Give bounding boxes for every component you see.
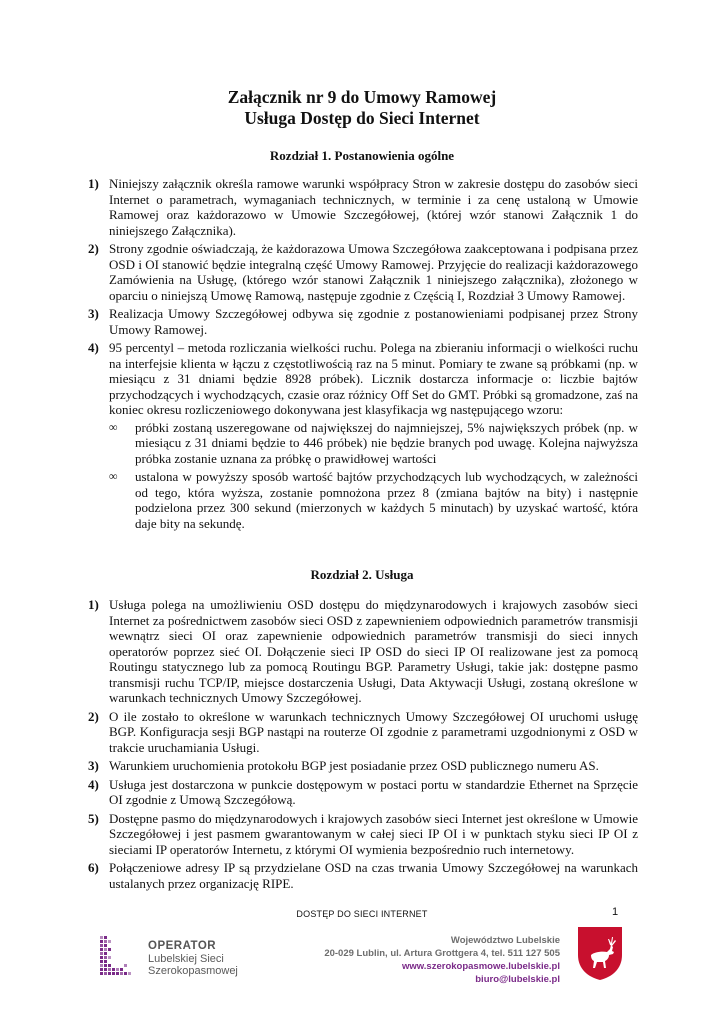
item-text: 95 percentyl – metoda rozliczania wielkości ruchu. Polega na zbieraniu informacji o wielkości ruchu na interfejsie klienta w łączu z częstotliwością raz na 5 minut. Pomiary te zwane są próbkami (np. w miesiącu z 31 dniami będzie 8928 próbek). Licznik dostarcza informacje o: liczbie bajtów przychodzących i wychodzących, czasie oraz różnicy Off Set do GMT. Próbki są gromadzone, zaś na koniec okresu rozliczeniowego dokonywana jest klasyfikacja wg następującego wzoru: (109, 340, 638, 417)
contact-website-link[interactable]: www.szerokopasmowe.lubelskie.pl (401, 961, 560, 972)
operator-logo-text (148, 940, 238, 977)
chapter-1-heading: Rozdział 1. Postanowienia ogólne (269, 148, 455, 163)
list-item (88, 860, 638, 891)
bullet-text: ustalona w powyższy sposób wartość bajtów przychodzących lub wychodzących, w zależności od tego, która wyższa, zostanie pomnożona przez 8 (zmiana bajtów na bity) i następnie podzielona przez 300 sekund (mierzonych w każdych 5 minutach) by uzyskać wartość, która daje bity na sekundę. (135, 469, 638, 531)
list-item (88, 811, 638, 858)
chapter-2-heading: Rozdział 2. Usługa (310, 567, 414, 582)
bullet-item (109, 420, 638, 467)
logo-line-3: Szerokopasmowej (148, 965, 238, 977)
item-number: 2) (88, 708, 99, 724)
item-text: O ile zostało to określone w warunkach technicznych Umowy Szczegółowej OI uruchomi usługę BGP. Konfiguracja sesji BGP nastąpi na routerze OI zgodnie z parametrami uzgodnionymi z OSD w trakcie uruchamiania Usługi. (109, 708, 638, 755)
item-text: Niniejszy załącznik określa ramowe warunki współpracy Stron w zakresie dostępu do zasobów sieci Internet o parametrach, wymaganiach technicznych, w terminie i za cenę ustaloną w Umowie Ramowej oraz każdorazowo w Umowie Szczegółowej, (której wzór stanowi Załącznik 1 do niniejszego Załącznika). (109, 176, 638, 238)
item-number: 1) (88, 597, 99, 612)
operator-logo-icon (98, 934, 138, 978)
infinity-bullet-icon: ∞ (109, 469, 118, 483)
bullet-text: próbki zostaną uszeregowane od największej do najmniejszej, 5% największych próbek (np. w miesiącu z 31 dniami będzie to 446 próbek) nie będzie branych pod uwagę. Kolejna najwyższa próbka zostanie uznana za próbkę o prawidłowej wartości (135, 419, 638, 466)
item-text: Realizacja Umowy Szczegółowej odbywa się zgodnie z postanowieniami podpisanej przez Strony Umowy Ramowej. (109, 306, 638, 337)
contact-email-link[interactable]: biuro@lubelskie.pl (475, 974, 560, 985)
chapter-2-list (88, 597, 638, 894)
item-number: 3) (88, 758, 99, 773)
document-subtitle: Usługa Dostęp do Sieci Internet (244, 108, 480, 128)
footer-label: DOSTĘP DO SIECI INTERNET (296, 909, 428, 919)
item-text: Warunkiem uruchomienia protokołu BGP jest posiadanie przez OSD publicznego numeru AS. (109, 758, 599, 773)
item-number: 3) (88, 306, 99, 321)
item-number: 6) (88, 860, 99, 875)
contact-address: 20-029 Lublin, ul. Artura Grottgera 4, tel. 511 127 505 (324, 948, 560, 959)
logo-line-1: OPERATOR (148, 940, 217, 952)
list-item (88, 306, 638, 337)
page-number: 1 (612, 906, 619, 918)
item-number: 1) (88, 176, 99, 191)
item-text: Usługa polega na umożliwieniu OSD dostępu do międzynarodowych i krajowych zasobów sieci Internet za pośrednictwem zasobów sieci OSD z zapewnieniem odpowiednich parametrów transmisji wewnątrz sieci OI oraz zapewnienie odpowiednich parametrów transmisji do sieci innych operatorów poprzez sieć OI. Dołączenie sieci IP OSD do sieci IP OI realizowane jest za pomocą Routingu statycznego lub za pomocą Routingu BGP. Parametry Usługi, takie jak: dostępne pasmo transmisji ruchu TCP/IP, miejsce dostarczenia Usługi, Data Aktywacji Usługi, zostaną określone w warunkach technicznych Umowy Szczegółowej. (109, 597, 638, 705)
bullet-list (109, 420, 638, 532)
list-item (88, 340, 638, 531)
contact-block (324, 934, 560, 986)
infinity-bullet-icon: ∞ (109, 419, 118, 434)
list-item (88, 241, 638, 303)
item-text: Połączeniowe adresy IP są przydzielane OSD na czas trwania Umowy Szczegółowej na warunkach ustalanych przez organizację RIPE. (109, 860, 638, 891)
contact-organization: Województwo Lubelskie (450, 935, 560, 946)
item-number: 4) (88, 340, 99, 355)
list-item (88, 709, 638, 756)
item-text: Dostępne pasmo do międzynarodowych i krajowych zasobów sieci Internet jest określone w Umowie Szczegółowej i jest pasmem gwarantowanym w całej sieci IP OI i w punktach styku sieci IP OI z sieciami IP operatorów Internetu, z którymi OI wymienia bezpośrednio ruch internetowy. (109, 810, 638, 857)
bullet-item (109, 469, 638, 531)
item-text: Usługa jest dostarczona w punkcie dostępowym w postaci portu w standardzie Ethernet na Sprzęcie OI zgodnie z Umową Szczegółową. (109, 776, 638, 807)
list-item (88, 597, 638, 706)
item-number: 2) (88, 241, 99, 256)
item-number: 5) (88, 810, 99, 826)
chapter-1-list (88, 176, 638, 534)
list-item (88, 777, 638, 808)
list-item (88, 758, 638, 774)
item-text: Strony zgodnie oświadczają, że każdorazowa Umowa Szczegółowa zaakceptowana i podpisana przez OSD i OI stanowić będzie integralną część Umowy Ramowej. Przyjęcie do realizacji każdorazowego Zamówienia na Usługę, (którego wzór stanowi Załącznik 1 niniejszego załącznika), złożonego w oparciu o niniejszą Umowę Ramową, następuje zgodnie z Częścią I, Rozdział 3 Umowy Ramowej. (109, 241, 638, 303)
document-title: Załącznik nr 9 do Umowy Ramowej (227, 87, 497, 107)
item-number: 4) (88, 776, 99, 792)
lubelskie-crest-icon (576, 925, 624, 981)
list-item (88, 176, 638, 238)
logo-line-2: Lubelskiej Sieci (148, 953, 224, 965)
